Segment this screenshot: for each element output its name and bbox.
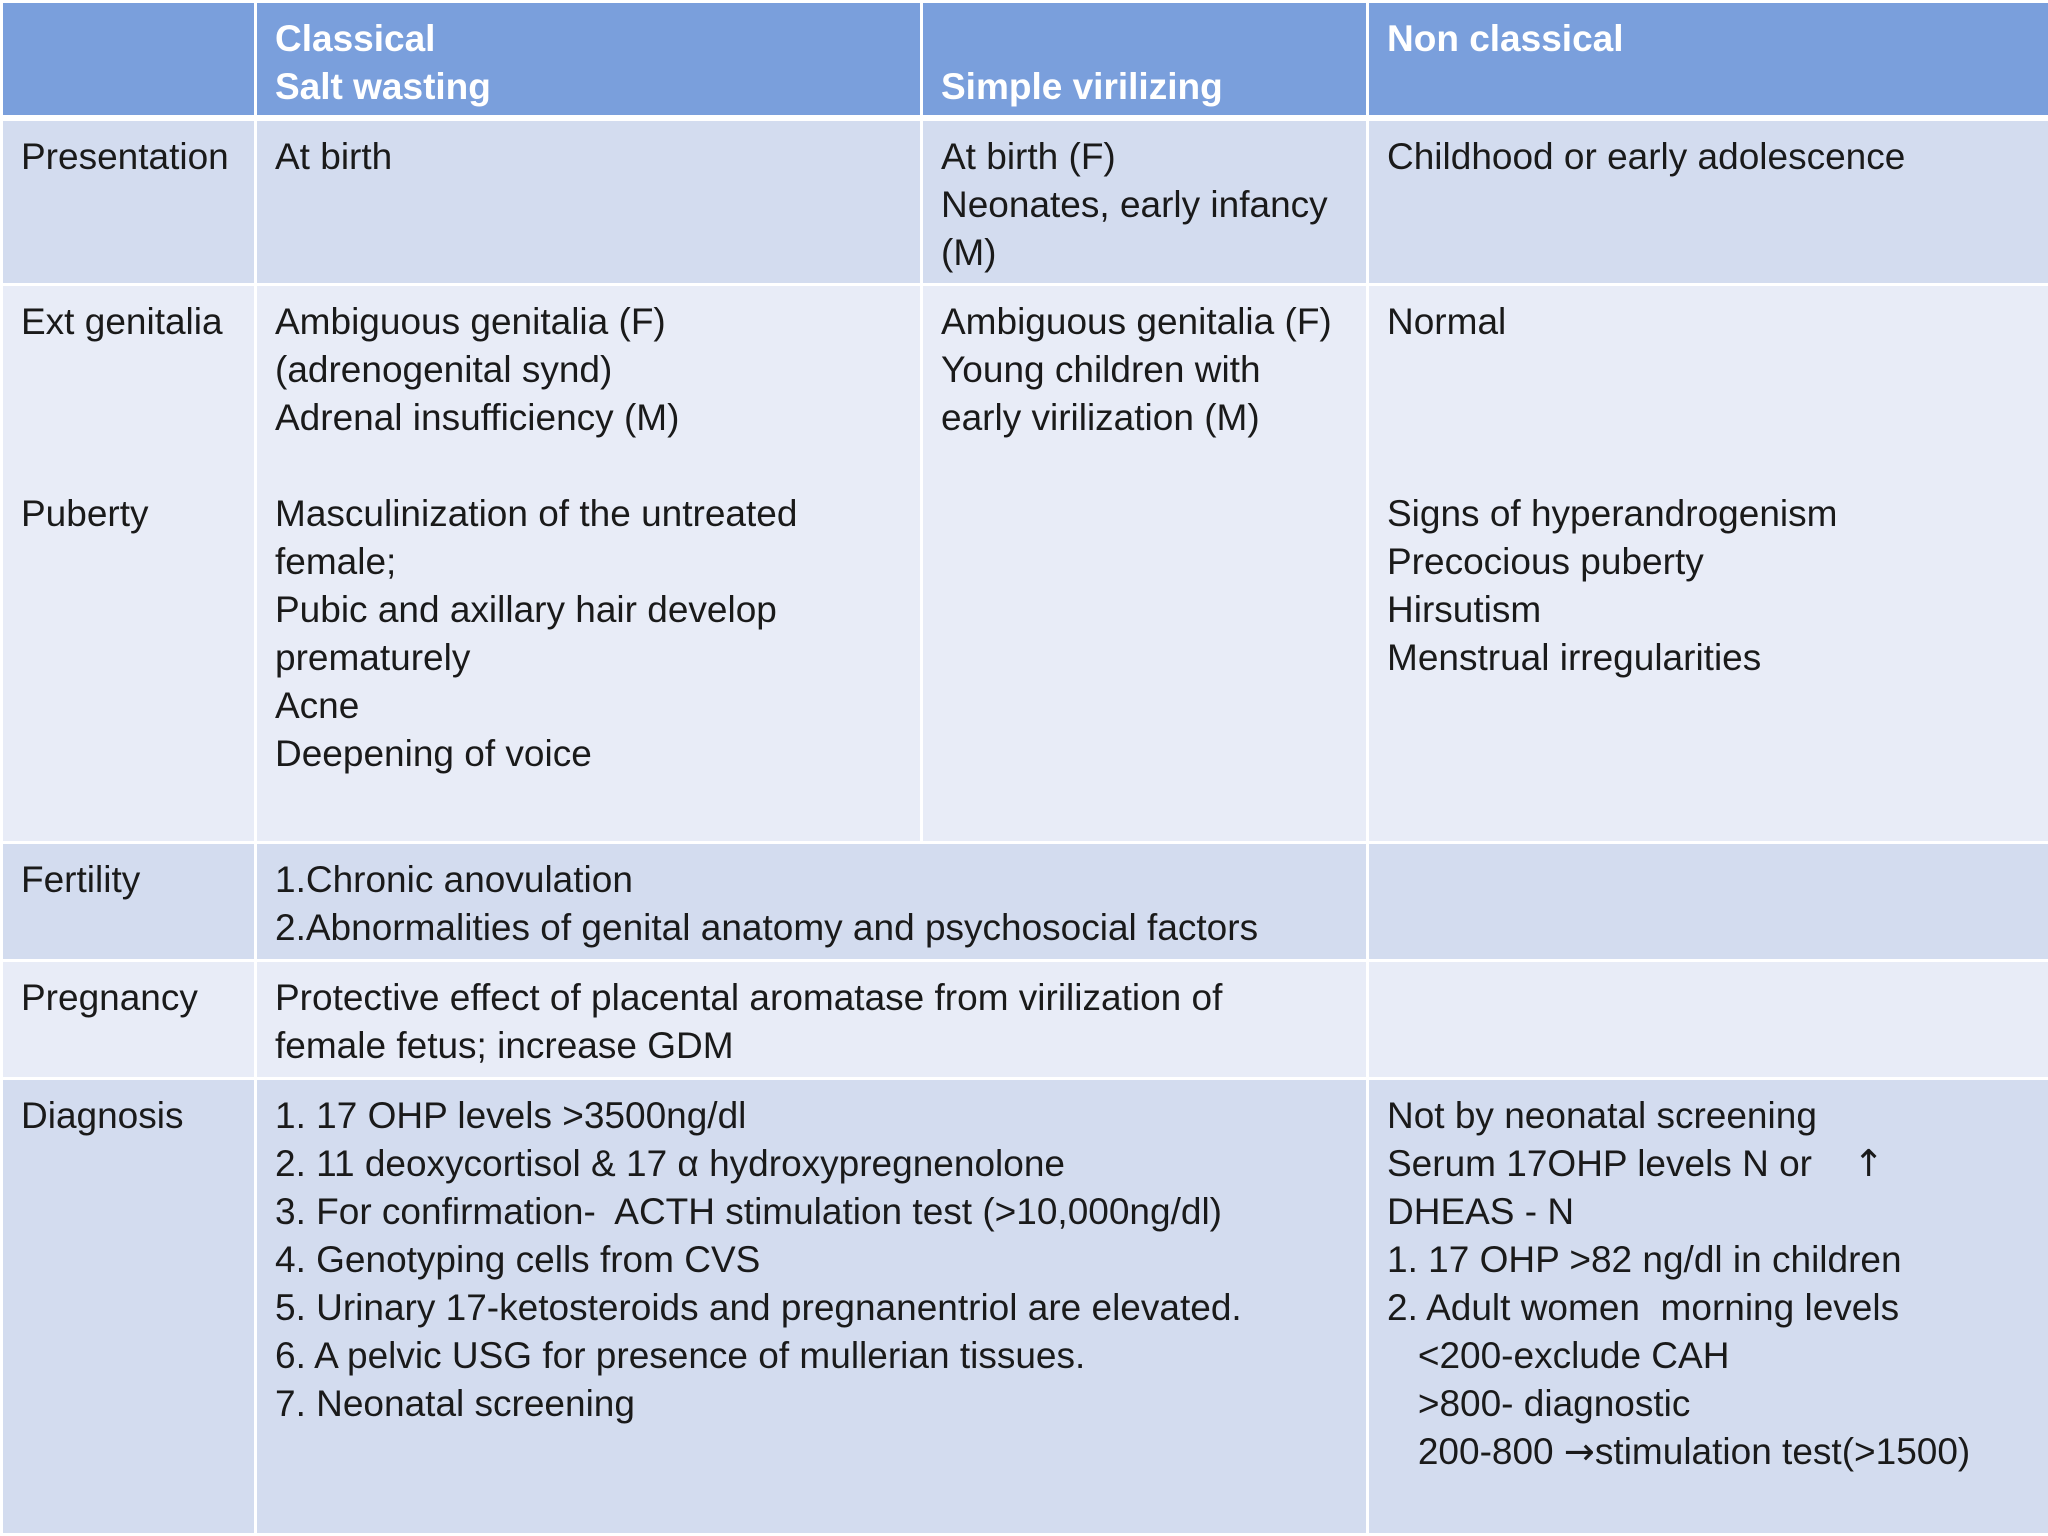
text-line: 7. Neonatal screening: [275, 1383, 635, 1424]
text-line: Hirsutism: [1387, 589, 1542, 630]
fertility-classical: [256, 843, 1368, 961]
text-line: Precocious puberty: [1387, 541, 1704, 582]
text-line: female fetus; increase GDM: [275, 1025, 734, 1066]
text-line: Not by neonatal screening: [1387, 1095, 1817, 1136]
text-line: 2. Adult women morning levels: [1387, 1287, 1900, 1328]
text-line: Ambiguous genitalia (F): [941, 301, 1332, 342]
ext-puberty-non-classical: [1368, 285, 2048, 843]
row-label-puberty: Puberty: [21, 493, 149, 534]
row-label-diagnosis: Diagnosis: [2, 1079, 256, 1535]
text-line: 3. For confirmation- ACTH stimulation test (>10,000ng/dl): [275, 1191, 1222, 1232]
presentation-simple-virilizing: [922, 118, 1368, 285]
text-line: Young children with: [941, 349, 1261, 390]
text-line: Signs of hyperandrogenism: [1387, 493, 1838, 534]
text-line: [1387, 1428, 2028, 1476]
text-line: Menstrual irregularities: [1387, 637, 1762, 678]
text-line: 1. 17 OHP levels >3500ng/dl: [275, 1095, 747, 1136]
header-simple-virilizing-label: Simple virilizing: [941, 66, 1223, 107]
row-label-fertility: Fertility: [2, 843, 256, 961]
header-non-classical-label: Non classical: [1387, 18, 1624, 59]
row-label-ext-genitalia-puberty: [2, 285, 256, 843]
right-arrow-icon: →: [1563, 1430, 1595, 1473]
fertility-non-classical: [1368, 843, 2048, 961]
text-span: stimulation test(>1500): [1594, 1431, 1971, 1472]
text-line: >800- diagnostic: [1387, 1383, 1691, 1424]
text-line: 1.Chronic anovulation: [275, 859, 633, 900]
text-line: (adrenogenital synd): [275, 349, 613, 390]
row-pregnancy: [2, 961, 2048, 1079]
text-line: Masculinization of the untreated: [275, 493, 798, 534]
row-fertility: [2, 843, 2048, 961]
text-line: Adrenal insufficiency (M): [275, 397, 680, 438]
ext-puberty-simple-virilizing: [922, 285, 1368, 843]
text-span: Serum 17OHP levels N or: [1387, 1143, 1812, 1184]
text-line: [1387, 1140, 2028, 1188]
up-arrow-icon: ↑: [1853, 1142, 1885, 1185]
header-row: [2, 2, 2048, 118]
text-line: (M): [941, 231, 997, 273]
row-label-pregnancy: Pregnancy: [2, 961, 256, 1079]
text-line: 5. Urinary 17-ketosteroids and pregnanentriol are elevated.: [275, 1287, 1242, 1328]
text-span: 200-800: [1387, 1431, 1564, 1472]
header-simple-virilizing: [922, 2, 1368, 118]
ext-puberty-salt-wasting: [256, 285, 922, 843]
text-line: Protective effect of placental aromatase from virilization of: [275, 977, 1223, 1018]
text-line: 2. 11 deoxycortisol & 17 α hydroxypregnenolone: [275, 1143, 1065, 1184]
text-line: Ambiguous genitalia (F): [275, 301, 666, 342]
pregnancy-non-classical: [1368, 961, 2048, 1079]
text-line: Acne: [275, 685, 360, 726]
row-diagnosis: [2, 1079, 2048, 1535]
text-line: early virilization (M): [941, 397, 1260, 438]
text-line: Normal: [1387, 301, 1507, 342]
text-line: <200-exclude CAH: [1387, 1335, 1730, 1376]
text-line: Pubic and axillary hair develop: [275, 589, 777, 630]
text-line: 1. 17 OHP >82 ng/dl in children: [1387, 1239, 1902, 1280]
pregnancy-classical: [256, 961, 1368, 1079]
diagnosis-non-classical: [1368, 1079, 2048, 1535]
presentation-non-classical: Childhood or early adolescence: [1368, 118, 2048, 285]
header-empty-cell: [2, 2, 256, 118]
row-ext-genitalia-puberty: [2, 285, 2048, 843]
text-line: prematurely: [275, 637, 471, 678]
row-label-presentation: Presentation: [2, 118, 256, 285]
text-line: 4. Genotyping cells from CVS: [275, 1239, 761, 1280]
text-line: Deepening of voice: [275, 733, 592, 774]
text-line: Neonates, early infancy: [941, 183, 1328, 225]
row-label-ext-genitalia: Ext genitalia: [21, 301, 223, 342]
text-line: At birth (F): [941, 135, 1116, 177]
text-line: female;: [275, 541, 397, 582]
text-line: 6. A pelvic USG for presence of mullerian tissues.: [275, 1335, 1086, 1376]
header-non-classical: [1368, 2, 2048, 118]
presentation-salt-wasting: At birth: [256, 118, 922, 285]
header-salt-wasting: [256, 2, 922, 118]
row-presentation: [2, 118, 2048, 285]
diagnosis-classical: [256, 1079, 1368, 1535]
header-classical-label: Classical: [275, 18, 436, 59]
text-line: 2.Abnormalities of genital anatomy and psychosocial factors: [275, 907, 1259, 948]
text-line: DHEAS - N: [1387, 1191, 1575, 1232]
header-salt-wasting-label: Salt wasting: [275, 66, 491, 107]
